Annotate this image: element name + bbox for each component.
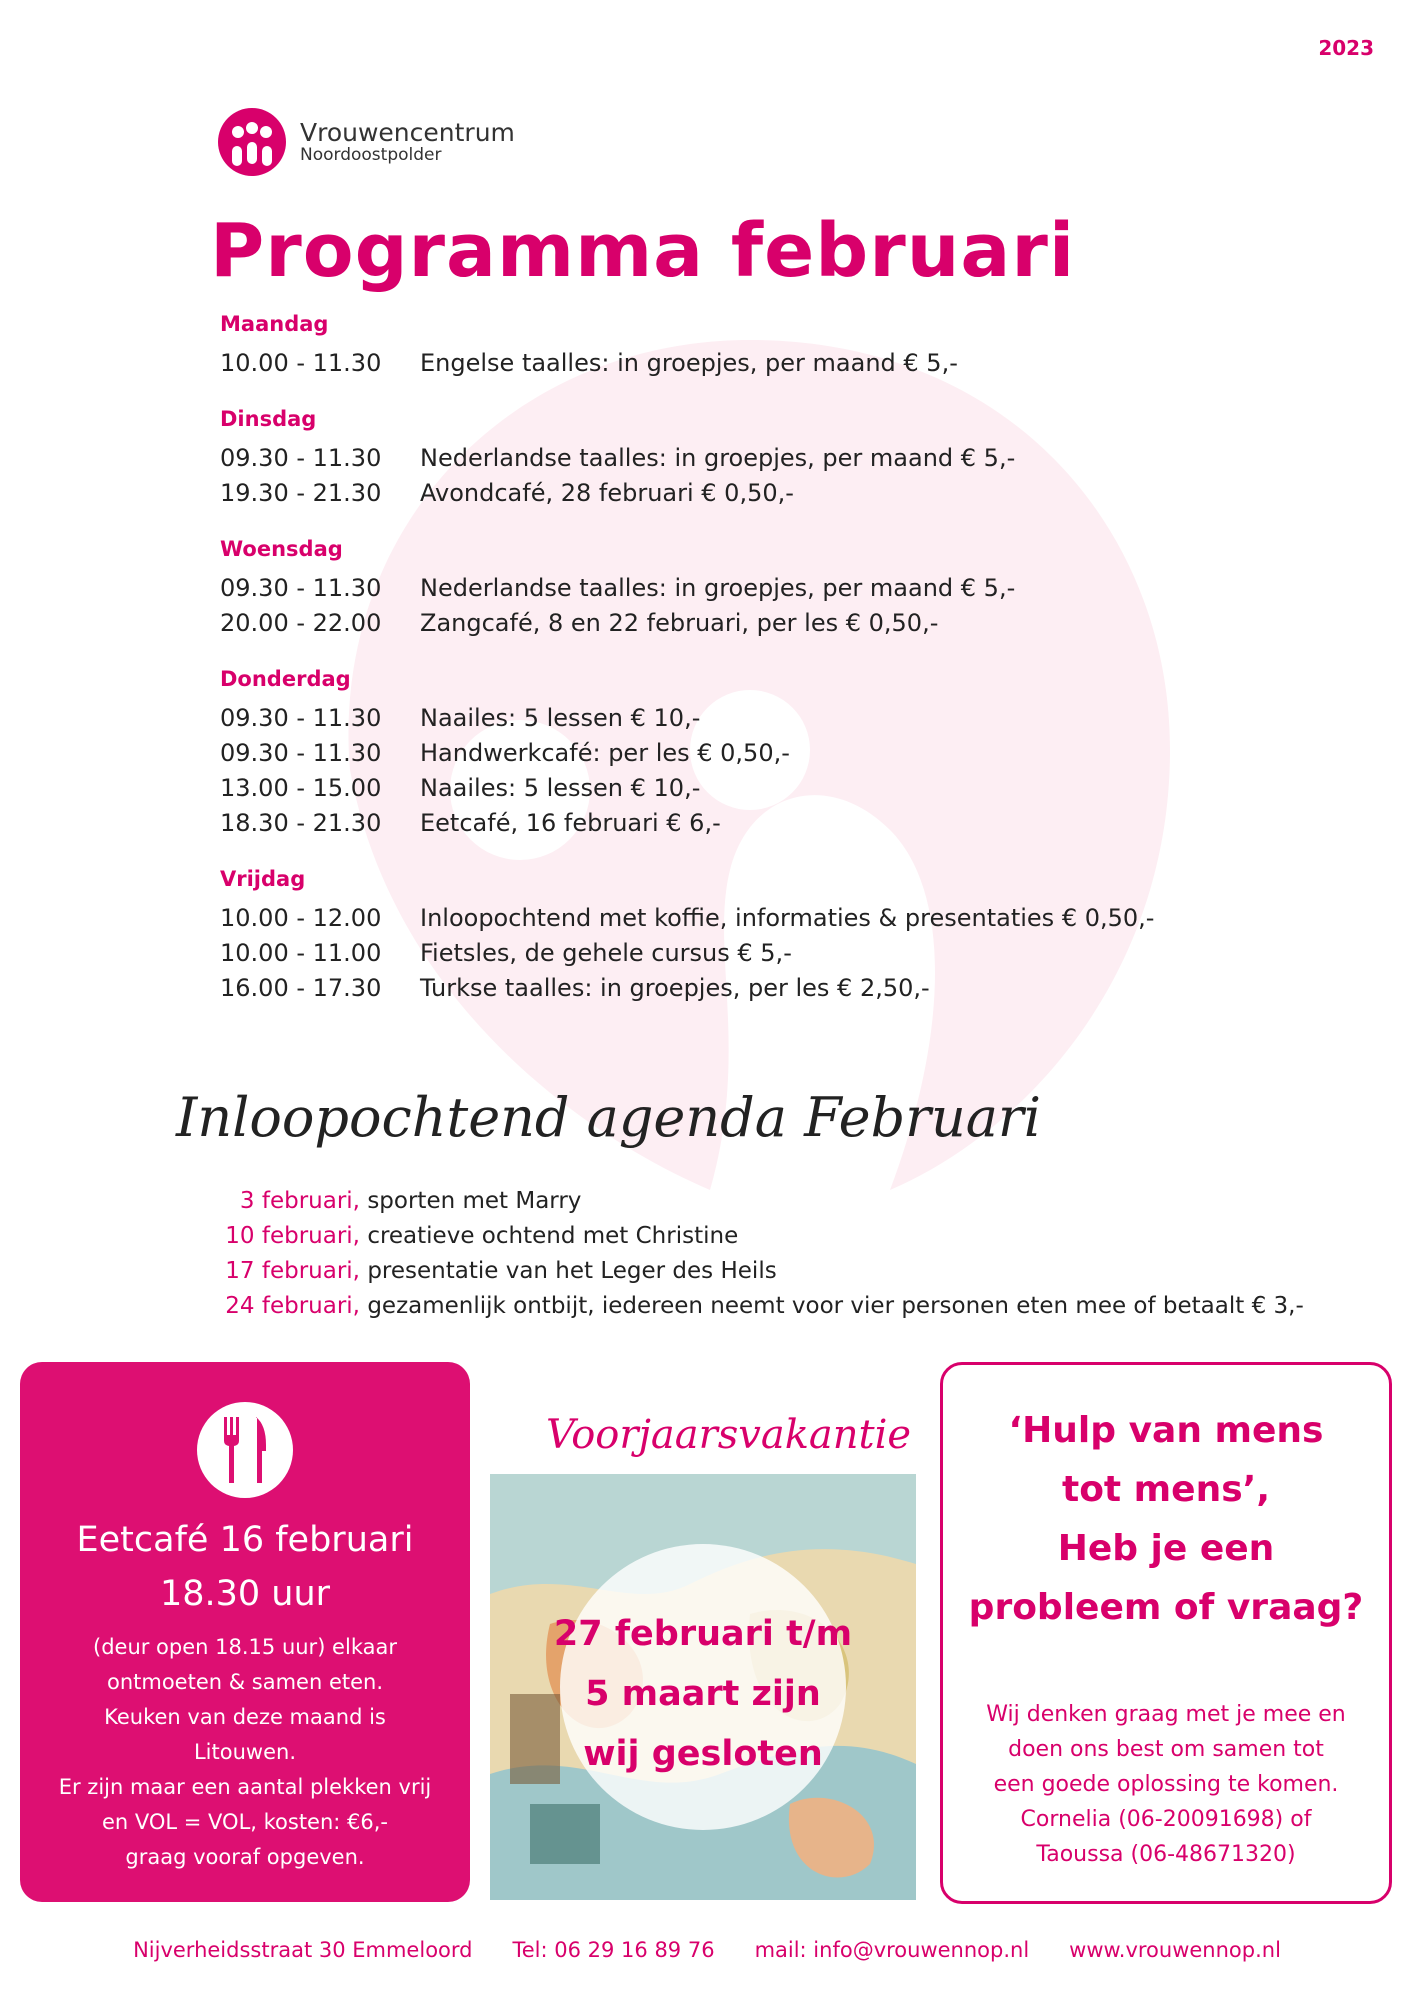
eetcafe-time: 18.30 uur — [159, 1574, 331, 1614]
schedule-day — [220, 867, 1220, 1006]
schedule-time: 09.30 - 11.30 — [220, 444, 382, 472]
eetcafe-description — [20, 1630, 470, 1875]
schedule-item — [220, 971, 1220, 1006]
eetcafe-line: (deur open 18.15 uur) elkaar — [93, 1635, 397, 1659]
agenda-text: sporten met Marry — [367, 1188, 582, 1214]
logo — [216, 106, 515, 178]
schedule-item — [220, 571, 1220, 606]
help-title — [943, 1401, 1389, 1637]
agenda-list — [220, 1184, 1304, 1324]
year-label: 2023 — [1318, 36, 1374, 60]
schedule-time: 09.30 - 11.30 — [220, 739, 382, 767]
eetcafe-line: Keuken van deze maand is — [104, 1705, 386, 1729]
schedule-item — [220, 441, 1220, 476]
schedule-day — [220, 407, 1220, 511]
help-box — [940, 1362, 1392, 1904]
schedule-activity: Nederlandse taalles: in groepjes, per maand € 5,- — [420, 444, 1016, 472]
agenda-item — [220, 1289, 1304, 1324]
schedule-time: 10.00 - 11.30 — [220, 349, 382, 377]
schedule-time: 09.30 - 11.30 — [220, 574, 382, 602]
schedule-item — [220, 771, 1220, 806]
help-body-line: Cornelia (06-20091698) of — [1020, 1807, 1312, 1832]
logo-mark-icon — [216, 106, 288, 178]
schedule-time: 10.00 - 12.00 — [220, 904, 382, 932]
eetcafe-line: en VOL = VOL, kosten: €6,- — [101, 1810, 389, 1834]
agenda-text: gezamenlijk ontbijt, iedereen neemt voor vier personen eten mee of betaalt € 3,- — [367, 1293, 1304, 1319]
schedule-item — [220, 606, 1220, 641]
help-body-line: een goede oplossing te komen. — [993, 1772, 1339, 1797]
schedule-activity: Avondcafé, 28 februari € 0,50,- — [420, 479, 794, 507]
schedule-time: 19.30 - 21.30 — [220, 479, 382, 507]
vakantie-circle — [490, 1474, 916, 1900]
schedule-time: 10.00 - 11.00 — [220, 939, 382, 967]
agenda-item — [220, 1219, 1304, 1254]
schedule-item — [220, 901, 1220, 936]
weekly-schedule — [220, 312, 1220, 1032]
schedule-activity: Naailes: 5 lessen € 10,- — [420, 774, 701, 802]
logo-name: Vrouwencentrum — [300, 117, 515, 147]
schedule-item — [220, 701, 1220, 736]
agenda-text: creatieve ochtend met Christine — [367, 1223, 739, 1249]
day-name: Vrijdag — [220, 867, 306, 891]
vakantie-line: wij gesloten — [583, 1734, 823, 1774]
eetcafe-line: Er zijn maar een aantal plekken vrij — [58, 1775, 432, 1799]
agenda-date: 10 februari, — [225, 1223, 360, 1249]
schedule-activity: Engelse taalles: in groepjes, per maand € 5,- — [420, 349, 958, 377]
day-name: Dinsdag — [220, 407, 317, 431]
schedule-item — [220, 736, 1220, 771]
schedule-time: 09.30 - 11.30 — [220, 704, 382, 732]
agenda-title — [166, 1064, 1042, 1164]
vakantie-title — [540, 1386, 912, 1476]
vakantie-line: 27 februari t/m — [553, 1614, 853, 1654]
schedule-activity: Eetcafé, 16 februari € 6,- — [420, 809, 721, 837]
agenda-text: presentatie van het Leger des Heils — [367, 1258, 777, 1284]
agenda-date: 3 februari, — [239, 1188, 360, 1214]
schedule-day — [220, 667, 1220, 841]
help-body-line: Wij denken graag met je mee en — [986, 1702, 1346, 1727]
eetcafe-line: Litouwen. — [193, 1740, 296, 1764]
schedule-activity: Turkse taalles: in groepjes, per les € 2,50,- — [420, 974, 930, 1002]
schedule-activity: Inloopochtend met koffie, informaties & presentaties € 0,50,- — [420, 904, 1155, 932]
footer-address: Nijverheidsstraat 30 Emmeloord — [133, 1938, 473, 1962]
vakantie-line: 5 maart zijn — [585, 1674, 821, 1714]
schedule-activity: Naailes: 5 lessen € 10,- — [420, 704, 701, 732]
eetcafe-title: Eetcafé 16 februari — [76, 1520, 414, 1560]
schedule-time: 13.00 - 15.00 — [220, 774, 382, 802]
help-body-line: Taoussa (06-48671320) — [1036, 1842, 1296, 1867]
schedule-item — [220, 936, 1220, 971]
vakantie-text — [490, 1604, 916, 1784]
help-title-line: ‘Hulp van mens — [1008, 1410, 1324, 1451]
eetcafe-line: graag vooraf opgeven. — [125, 1845, 365, 1869]
footer-website[interactable]: www.vrouwennop.nl — [1069, 1938, 1281, 1962]
agenda-title-text: Inloopochtend agenda Februari — [176, 1086, 1042, 1149]
help-title-line: tot mens’, — [1061, 1469, 1271, 1510]
fork-knife-icon — [197, 1402, 293, 1498]
logo-subtitle: Noordoostpolder — [300, 145, 442, 166]
agenda-date: 17 februari, — [225, 1258, 360, 1284]
footer-phone[interactable]: Tel: 06 29 16 89 76 — [512, 1938, 715, 1962]
schedule-activity: Zangcafé, 8 en 22 februari, per les € 0,50,- — [420, 609, 939, 637]
schedule-item — [220, 806, 1220, 841]
day-name: Woensdag — [220, 537, 343, 561]
schedule-activity: Handwerkcafé: per les € 0,50,- — [420, 739, 790, 767]
agenda-date: 24 februari, — [225, 1293, 360, 1319]
schedule-day — [220, 537, 1220, 641]
day-name: Donderdag — [220, 667, 351, 691]
eetcafe-box — [20, 1362, 470, 1902]
help-body-line: doen ons best om samen tot — [1008, 1737, 1324, 1762]
footer-mail[interactable]: mail: info@vrouwennop.nl — [754, 1938, 1030, 1962]
vakantie-title-text: Voorjaarsvakantie — [546, 1412, 912, 1458]
schedule-activity: Fietsles, de gehele cursus € 5,- — [420, 939, 792, 967]
page-title: Programma februari — [210, 208, 1076, 294]
schedule-item — [220, 476, 1220, 511]
help-title-line: probleem of vraag? — [968, 1587, 1364, 1628]
agenda-item — [220, 1184, 1304, 1219]
footer — [0, 1938, 1414, 1962]
schedule-activity: Nederlandse taalles: in groepjes, per maand € 5,- — [420, 574, 1016, 602]
agenda-item — [220, 1254, 1304, 1289]
day-name: Maandag — [220, 312, 329, 336]
schedule-item — [220, 346, 1220, 381]
eetcafe-line: ontmoeten & samen eten. — [106, 1670, 384, 1694]
schedule-time: 18.30 - 21.30 — [220, 809, 382, 837]
schedule-day — [220, 312, 1220, 381]
schedule-time: 16.00 - 17.30 — [220, 974, 382, 1002]
schedule-time: 20.00 - 22.00 — [220, 609, 382, 637]
help-title-line: Heb je een — [1057, 1528, 1275, 1569]
help-body — [943, 1697, 1389, 1872]
